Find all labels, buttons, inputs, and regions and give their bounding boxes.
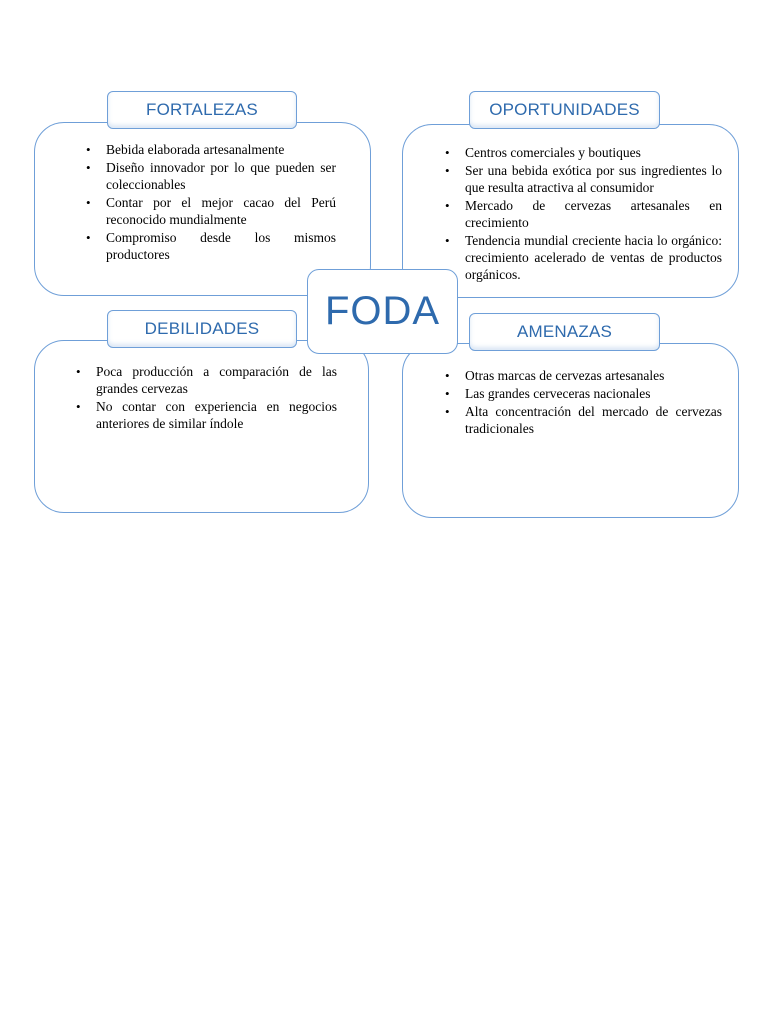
amenazas-item: • Otras marcas de cervezas artesanales	[439, 367, 722, 384]
debilidades-list	[70, 363, 337, 433]
oportunidades-item: • Ser una bebida exótica por sus ingredientes lo que resulta atractiva al consumidor	[439, 162, 722, 196]
fortalezas-item: • Diseño innovador por lo que pueden ser coleccionables	[80, 159, 336, 193]
oportunidades-item: • Tendencia mundial creciente hacia lo orgánico: crecimiento acelerado de ventas de productos orgánicos.	[439, 232, 722, 283]
debilidades-item: • Poca producción a comparación de las grandes cervezas	[70, 363, 337, 397]
amenazas-list	[439, 367, 722, 438]
amenazas-title: AMENAZAS	[469, 313, 660, 351]
fortalezas-item: • Bebida elaborada artesanalmente	[80, 141, 336, 158]
fortalezas-list	[80, 141, 336, 264]
amenazas-item: • Las grandes cerveceras nacionales	[439, 385, 722, 402]
oportunidades-list	[439, 144, 722, 284]
fortalezas-item: • Compromiso desde los mismos productores	[80, 229, 336, 263]
fortalezas-item: • Contar por el mejor cacao del Perú reconocido mundialmente	[80, 194, 336, 228]
oportunidades-item: • Mercado de cervezas artesanales en crecimiento	[439, 197, 722, 231]
oportunidades-title: OPORTUNIDADES	[469, 91, 660, 129]
fortalezas-title: FORTALEZAS	[107, 91, 297, 129]
foda-center-title: FODA	[307, 269, 458, 354]
oportunidades-item: • Centros comerciales y boutiques	[439, 144, 722, 161]
debilidades-title: DEBILIDADES	[107, 310, 297, 348]
amenazas-item: • Alta concentración del mercado de cervezas tradicionales	[439, 403, 722, 437]
debilidades-item: • No contar con experiencia en negocios anteriores de similar índole	[70, 398, 337, 432]
